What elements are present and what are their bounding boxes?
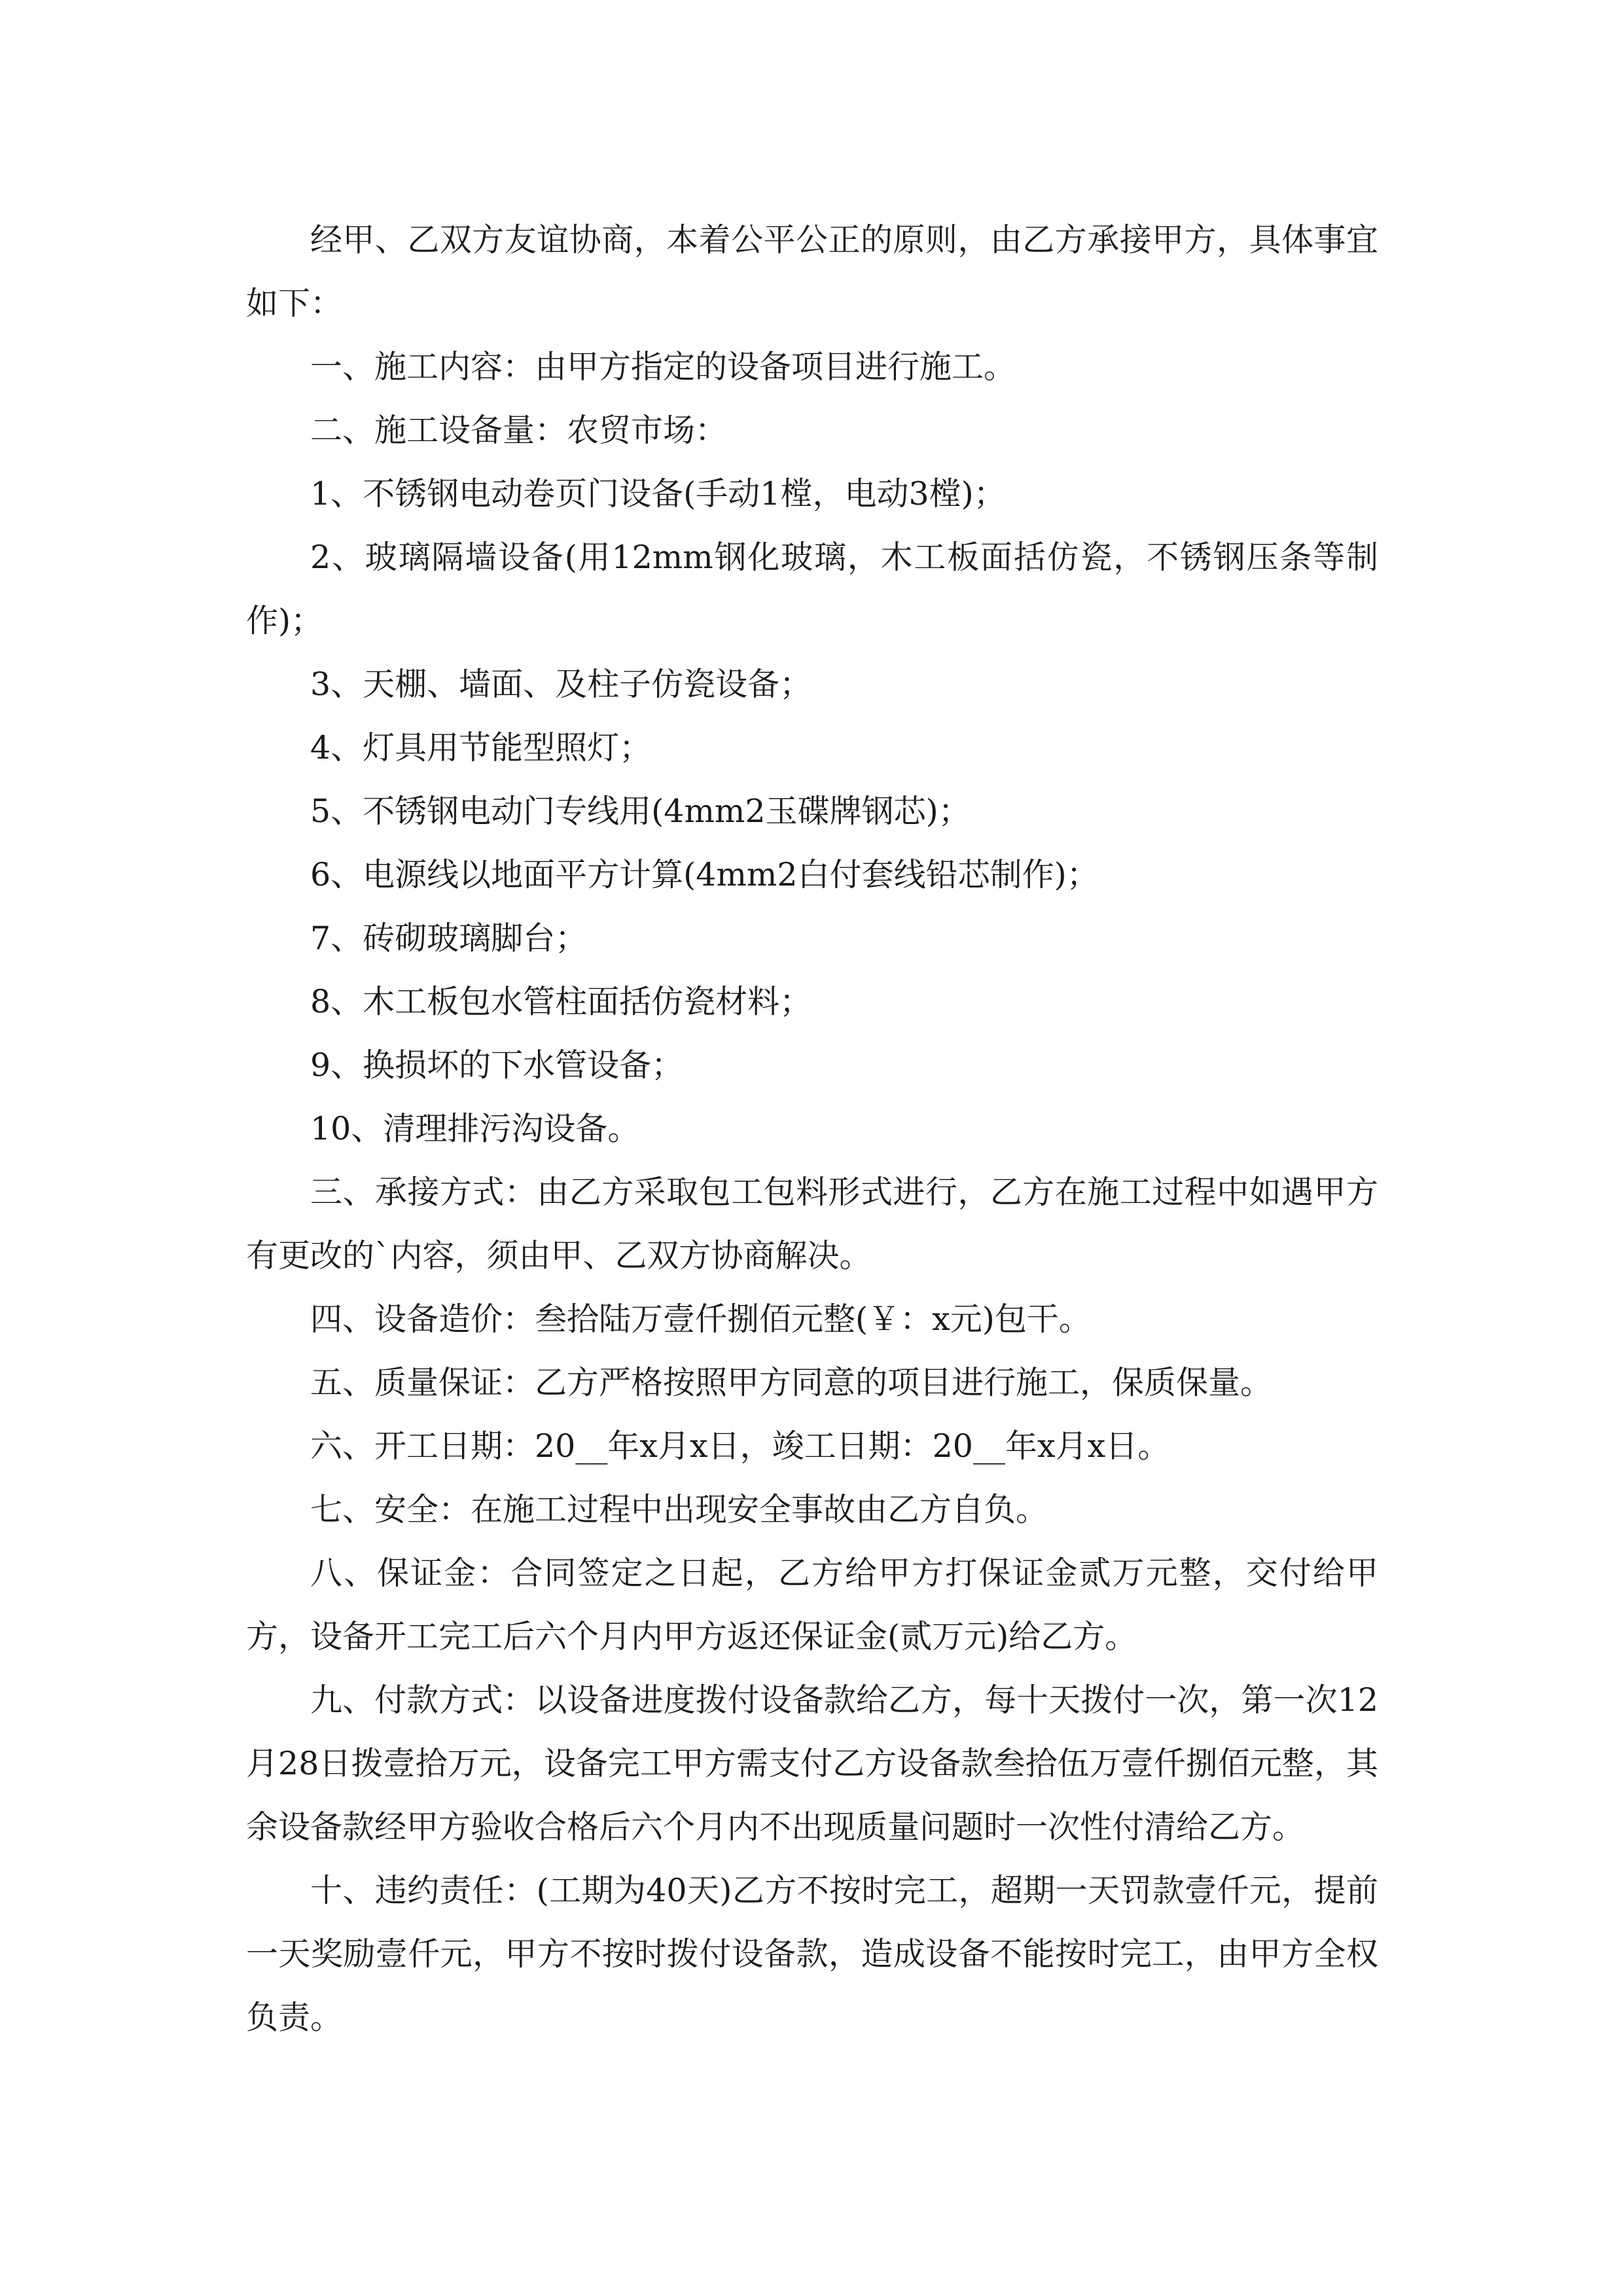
item-2: 2、玻璃隔墙设备(用12mm钢化玻璃，木工板面括仿瓷，不锈钢压条等制作)； [246,539,1378,639]
item-3: 3、天棚、墙面、及柱子仿瓷设备； [310,666,812,703]
clause-10-liability: 十、违约责任：(工期为40天)乙方不按时完工，超期一天罚款壹仟元，提前一天奖励壹仟元，甲方不按时拨付设备款，造成设备不能按时完工，由甲方全权负责。 [246,1872,1378,2036]
item-5: 5、不锈钢电动门专线用(4mm2玉碟牌钢芯)； [310,793,971,830]
contract-body [246,208,1378,2049]
clause-8-deposit: 八、保证金：合同签定之日起，乙方给甲方打保证金贰万元整，交付给甲方，设备开工完工后六个月内甲方返还保证金(贰万元)给乙方。 [246,1554,1378,1655]
item-8: 8、木工板包水管柱面括仿瓷材料； [310,983,812,1020]
item-6: 6、电源线以地面平方计算(4mm2白付套线铅芯制作)； [310,856,1099,893]
intro-paragraph: 经甲、乙双方友谊协商，本着公平公正的原则，由乙方承接甲方，具体事宜如下： [246,221,1378,322]
item-9: 9、换损坏的下水管设备； [310,1047,684,1084]
clause-4-cost: 四、设备造价：叁拾陆万壹仟捌佰元整(￥：x元)包干。 [310,1300,1091,1338]
clause-6-dates: 六、开工日期：20__年x月x日，竣工日期：20__年x月x日。 [310,1427,1170,1465]
clause-2-equipment-quantity: 二、施工设备量：农贸市场： [310,412,728,449]
clause-9-payment: 九、付款方式：以设备进度拨付设备款给乙方，每十天拨付一次，第一次12月28日拨壹拾万元，设备完工甲方需支付乙方设备款叁拾伍万壹仟捌佰元整，其余设备款经甲方验收合格后六个月内不出现质量问题时一次性付清给乙方。 [246,1681,1378,1846]
clause-5-quality: 五、质量保证：乙方严格按照甲方同意的项目进行施工，保质保量。 [310,1364,1273,1401]
item-10: 10、清理排污沟设备。 [310,1110,640,1147]
item-7: 7、砖砌玻璃脚台； [310,920,588,957]
clause-7-safety: 七、安全：在施工过程中出现安全事故由乙方自负。 [310,1491,1048,1528]
item-4: 4、灯具用节能型照灯； [310,729,652,766]
clause-3-contract-method: 三、承接方式：由乙方采取包工包料形式进行，乙方在施工过程中如遇甲方有更改的`内容，须由甲、乙双方协商解决。 [246,1174,1378,1274]
clause-1-construction-content: 一、施工内容：由甲方指定的设备项目进行施工。 [310,348,1016,386]
item-1: 1、不锈钢电动卷页门设备(手动1樘，电动3樘)； [310,475,1006,512]
